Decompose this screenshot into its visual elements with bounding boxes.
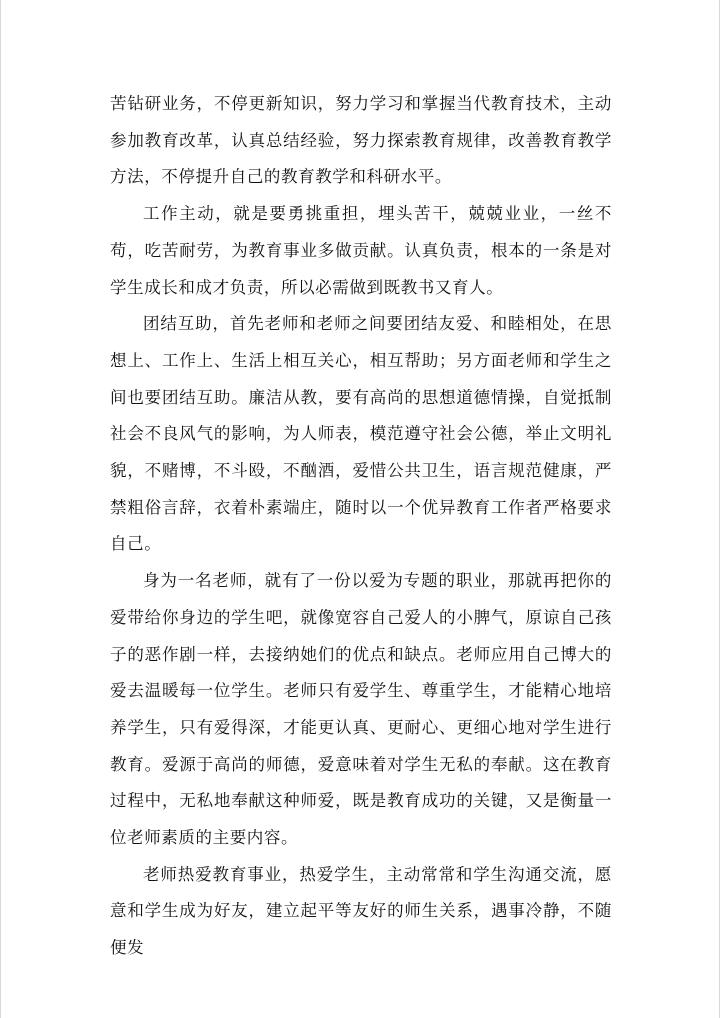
paragraph-4: 身为一名老师，就有了一份以爱为专题的职业，那就再把你的爱带给你身边的学生吧，就像宽容自己爱人的小脾气，原谅自己孩子的恶作剧一样，去接纳她们的优点和缺点。老师应用自己博大的爱去温暖每一位学生。老师只有爱学生、尊重学生，才能精心地培养学生，只有爱得深，才能更认真、更耐心、更细心地对学生进行教育。爱源于高尚的师德，爱意味着对学生无私的奉献。这在教育过程中，无私地奉献这种师爱，既是教育成功的关键，又是衡量一位老师素质的主要内容。 <box>110 571 612 848</box>
paragraph-5: 老师热爱教育事业，热爱学生，主动常常和学生沟通交流，愿意和学生成为好友，建立起平等友好的师生关系，遇事冷静，不随便发 <box>110 864 612 958</box>
document-body <box>110 86 612 967</box>
paragraph-1: 苦钻研业务，不停更新知识，努力学习和掌握当代教育技术，主动参加教育改革，认真总结经验，努力探索教育规律，改善教育教学方法，不停提升自己的教育教学和科研水平。 <box>110 94 612 187</box>
paragraph-2: 工作主动，就是要勇挑重担，埋头苦干，兢兢业业，一丝不苟，吃苦耐劳，为教育事业多做贡献。认真负责，根本的一条是对学生成长和成才负责，所以必需做到既教书又育人。 <box>110 204 612 297</box>
paragraph-3: 团结互助，首先老师和老师之间要团结友爱、和睦相处，在思想上、工作上、生活上相互关心，相互帮助；另方面老师和学生之间也要团结互助。廉洁从教，要有高尚的思想道德情操，自觉抵制社会不良风气的影响，为人师表，模范遵守社会公德，举止文明礼貌，不赌博，不斗殴，不酗酒，爱惜公共卫生，语言规范健康，严禁粗俗言辞，衣着朴素端庄，随时以一个优异教育工作者严格要求自己。 <box>110 314 612 554</box>
